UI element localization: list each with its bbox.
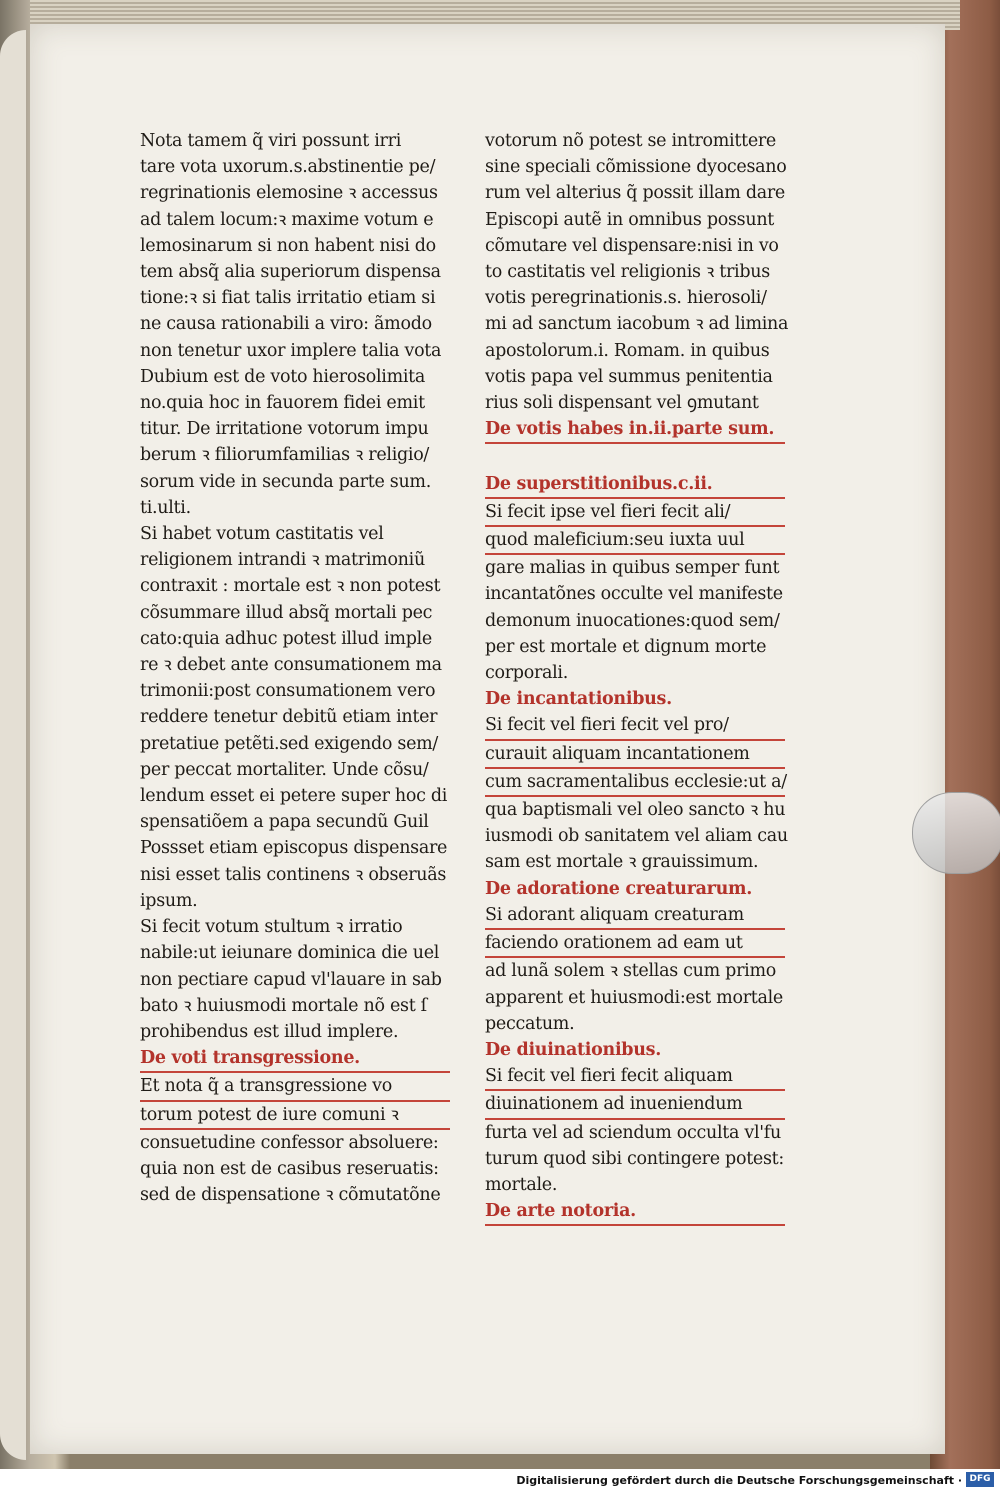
text-line: De superstitionibus.c.ii. — [485, 471, 785, 499]
text-line: sine speciali cõmissione dyocesano — [485, 157, 787, 178]
text-line: berum ꝛ filiorumfamilias ꝛ religio/ — [140, 445, 430, 466]
page-clip — [912, 792, 1000, 874]
text-line: qua baptismali vel oleo sancto ꝛ hu — [485, 800, 786, 821]
text-line: tem absq̃ alia superiorum dispensa — [140, 262, 441, 283]
text-line: lendum esset ei petere super hoc di — [140, 786, 448, 807]
text-line: furta vel ad sciendum occulta vl'fu — [485, 1122, 781, 1143]
text-line: cato:quia adhuc potest illud imple — [140, 628, 432, 649]
text-line: diuinationem ad inueniendum — [485, 1091, 785, 1119]
text-line: mi ad sanctum iacobum ꝛ ad limina — [485, 314, 789, 335]
footer-credit: Digitalisierung gefördert durch die Deutsche Forschungsgemeinschaft · — [516, 1474, 962, 1487]
text-line — [485, 444, 785, 470]
text-line: iusmodi ob sanitatem vel aliam cau — [485, 826, 788, 847]
text-line: Si adorant aliquam creaturam — [485, 902, 785, 930]
footer-bar — [0, 1469, 1000, 1491]
text-line: ad talem locum:ꝛ maxime votum e — [140, 209, 434, 230]
text-line: peccatum. — [485, 1013, 575, 1034]
text-line: Si fecit vel fieri fecit aliquam — [485, 1063, 785, 1091]
text-line: sorum vide in secunda parte sum. — [140, 471, 431, 492]
text-line: De adoratione creaturarum. — [485, 878, 753, 899]
text-line: apostolorum.i. Romam. in quibus — [485, 340, 770, 361]
text-line: regrinationis elemosine ꝛ accessus — [140, 183, 438, 204]
text-line: gare malias in quibus semper funt — [485, 558, 780, 579]
text-line: reddere tenetur debitũ etiam inter — [140, 707, 438, 728]
text-line: Et nota q̃ a transgressione vo — [140, 1073, 450, 1101]
text-line: Episcopi autẽ in omnibus possunt — [485, 209, 775, 230]
text-line: bato ꝛ huiusmodi mortale nõ est ſ — [140, 995, 427, 1016]
text-line: votis peregrinationis.s. hierosoli/ — [485, 288, 767, 309]
text-line: pretatiue petẽti.sed exigendo sem/ — [140, 733, 439, 754]
text-line: De incantationibus. — [485, 689, 672, 710]
text-line: ne causa rationabili a viro: ãmodo — [140, 314, 432, 335]
text-line: mortale. — [485, 1174, 558, 1195]
text-line: per est mortale et dignum morte — [485, 636, 767, 657]
text-line: De votis habes in.ii.parte sum. — [485, 416, 785, 444]
text-line: Nota tamem q̃ viri possunt irri — [140, 131, 401, 151]
text-line: sam est mortale ꝛ grauissimum. — [485, 852, 759, 873]
text-line: nisi esset talis continens ꝛ obseruãs — [140, 864, 447, 885]
text-line: sed de dispensatione ꝛ cõmutatõne — [140, 1185, 441, 1206]
text-line: apparent et huiusmodi:est mortale — [485, 987, 783, 1008]
text-line: to castitatis vel religionis ꝛ tribus — [485, 262, 770, 283]
text-line: contraxit : mortale est ꝛ non potest — [140, 576, 441, 597]
text-line: titur. De irritatione votorum impu — [140, 419, 429, 440]
text-line: re ꝛ debet ante consumationem ma — [140, 655, 442, 676]
text-line: Si fecit vel fieri fecit vel pro/ — [485, 712, 785, 740]
text-line: demonum inuocationes:quod sem/ — [485, 610, 780, 631]
text-line: curauit aliquam incantationem — [485, 741, 785, 769]
text-line: religionem intrandi ꝛ matrimoniũ — [140, 550, 425, 571]
text-line: nabile:ut ieiunare dominica die uel — [140, 943, 440, 964]
text-line: lemosinarum si non habent nisi do — [140, 235, 436, 256]
text-line: votorum nõ potest se intromittere — [485, 131, 776, 151]
text-line: cõsummare illud absq̃ mortali pec — [140, 602, 433, 623]
text-line: incantatõnes occulte vel manifeste — [485, 584, 783, 605]
text-line: faciendo orationem ad eam ut — [485, 930, 785, 958]
text-line: Si fecit ipse vel fieri fecit ali/ — [485, 499, 785, 527]
text-line: Si fecit votum stultum ꝛ irratio — [140, 917, 403, 938]
previous-page-edge — [0, 30, 26, 1460]
text-line: Dubium est de voto hierosolimita — [140, 366, 426, 387]
text-line: ad lunã solem ꝛ stellas cum primo — [485, 961, 776, 982]
text-line: consuetudine confessor absoluere: — [140, 1132, 439, 1153]
text-line: tione:ꝛ si fiat talis irritatio etiam si — [140, 288, 436, 309]
text-line: per peccat mortaliter. Unde cõsu/ — [140, 759, 429, 780]
text-line: ti.ulti. — [140, 497, 191, 518]
text-line: cõmutare vel dispensare:nisi in vo — [485, 235, 779, 256]
text-line: Si habet votum castitatis vel — [140, 524, 384, 545]
text-line: torum potest de iure comuni ꝛ — [140, 1102, 450, 1130]
text-line: De diuinationibus. — [485, 1039, 662, 1060]
text-line: quod maleficium:seu iuxta uul — [485, 527, 785, 555]
text-line: votis papa vel summus penitentia — [485, 366, 773, 387]
text-line: tare vota uxorum.s.abstinentie pe/ — [140, 157, 436, 178]
right-text-column — [485, 128, 789, 1226]
text-line: spensatiõem a papa secundũ Guil — [140, 812, 429, 833]
text-line: prohibendus est illud implere. — [140, 1021, 399, 1042]
text-line: cum sacramentalibus ecclesie:ut a/ — [485, 769, 785, 797]
dfg-logo[interactable]: DFG — [966, 1472, 994, 1487]
text-line: corporali. — [485, 663, 568, 684]
text-line: De voti transgressione. — [140, 1045, 450, 1073]
text-line: De arte notoria. — [485, 1198, 785, 1226]
text-line: rum vel alterius q̃ possit illam dare — [485, 183, 785, 204]
text-line: Possset etiam episcopus dispensare — [140, 838, 448, 859]
text-line: turum quod sibi contingere potest: — [485, 1148, 784, 1169]
text-line: non tenetur uxor implere talia vota — [140, 340, 442, 361]
text-line: quia non est de casibus reseruatis: — [140, 1158, 439, 1179]
text-line: ipsum. — [140, 890, 198, 911]
text-line: trimonii:post consumationem vero — [140, 681, 436, 702]
text-line: no.quia hoc in fauorem fidei emit — [140, 393, 425, 414]
text-line: non pectiare capud vl'lauare in sab — [140, 969, 442, 990]
left-text-column — [140, 128, 450, 1208]
text-line: rius soli dispensant vel ꝯmutant — [485, 393, 759, 414]
